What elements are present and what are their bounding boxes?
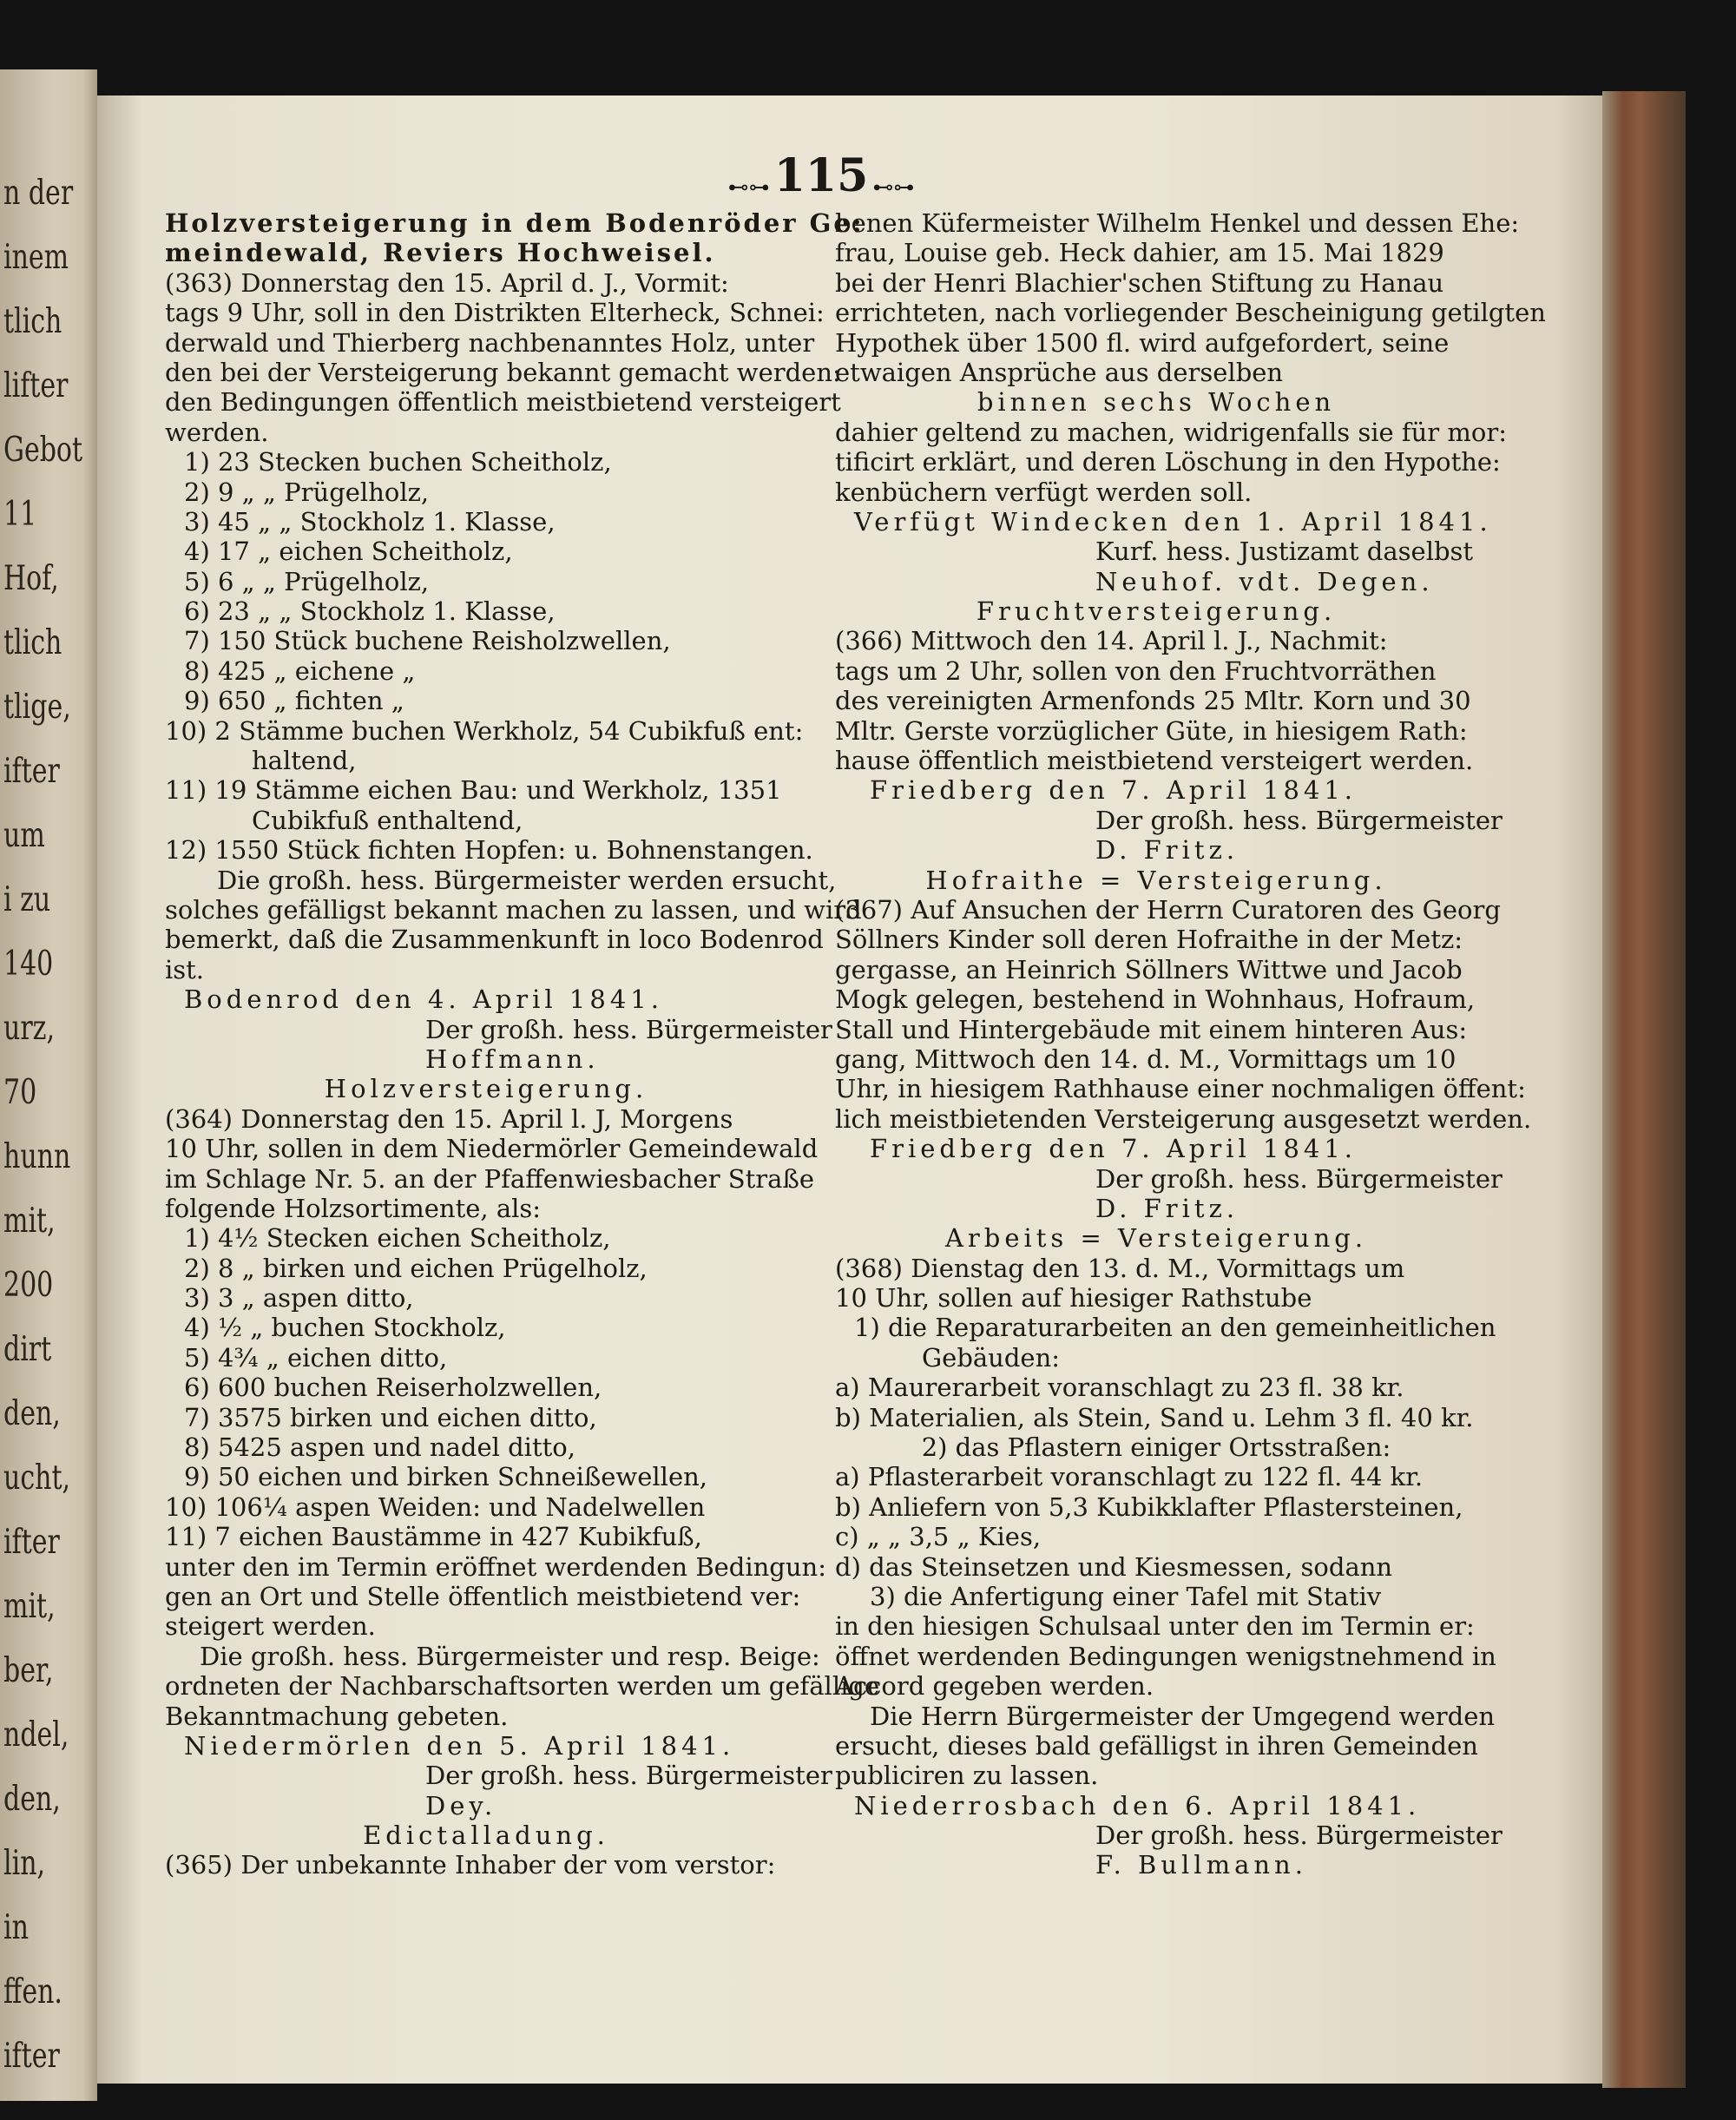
left_column-line: 8) 5425 aspen und nadel ditto, — [184, 1432, 575, 1463]
left_column-line: (363) Donnerstag den 15. April d. J., Vormit: — [165, 267, 729, 298]
left_column-line: 7) 150 Stück buchene Reisholzwellen, — [184, 626, 671, 656]
right-column — [835, 208, 1546, 1880]
left_column-line: 11) 19 Stämme eichen Bau: und Werkholz, 1351 — [165, 775, 782, 806]
facing-page-edge — [0, 69, 97, 2101]
right_column-line: 10 Uhr, sollen auf hiesiger Rathstube — [835, 1283, 1312, 1313]
facing-page-fragment: 140 — [3, 945, 54, 984]
right_column-line: Neuhof. vdt. Degen. — [1095, 566, 1434, 596]
facing-page-fragment: den, — [3, 1780, 61, 1820]
right_column-line: Der großh. hess. Bürgermeister — [1095, 805, 1503, 835]
left_column-line: 5) 6 „ „ Prügelholz, — [184, 566, 430, 596]
right_column-line: binnen sechs Wochen — [976, 387, 1336, 418]
facing-page-fragment: ifter — [3, 1523, 60, 1563]
left_column-line: Bodenrod den 4. April 1841. — [184, 984, 663, 1015]
left_column-line: 6) 23 „ „ Stockholz 1. Klasse, — [184, 596, 556, 627]
right_column-line: tificirt erklärt, und deren Löschung in den Hypothe: — [835, 447, 1501, 477]
right_column-line: (366) Mittwoch den 14. April l. J., Nachmit: — [835, 626, 1388, 656]
facing-page-fragment: i zu — [3, 880, 51, 920]
left_column-line: Der großh. hess. Bürgermeister — [425, 1761, 832, 1791]
right_column-line: b) Materialien, als Stein, Sand u. Lehm 3 fl. 40 kr. — [835, 1402, 1474, 1432]
right_column-line: D. Fritz. — [1095, 835, 1240, 866]
right_column-line: Niederrosbach den 6. April 1841. — [854, 1790, 1421, 1820]
right_column-line: lich meistbietenden Versteigerung ausgesetzt werden. — [835, 1103, 1532, 1134]
left_column-line: 10) 2 Stämme buchen Werkholz, 54 Cubikfuß ent: — [165, 715, 804, 746]
left_column-line: 2) 8 „ birken und eichen Prügelholz, — [184, 1253, 648, 1283]
facing-page-fragment: tlige, — [3, 688, 71, 728]
left_column-line: 9) 650 „ fichten „ — [184, 686, 404, 716]
left_column-line: 10) 106¼ aspen Weiden: und Nadelwellen — [165, 1491, 706, 1522]
right_column-line: Kurf. hess. Justizamt daselbst — [1095, 537, 1474, 567]
right_column-line: b) Anliefern von 5,3 Kubikklafter Pflastersteinen, — [835, 1491, 1463, 1522]
facing-page-fragment: mit, — [3, 1202, 56, 1241]
facing-page-fragment: ifter — [3, 752, 60, 792]
left_column-line: 9) 50 eichen und birken Schneißewellen, — [184, 1462, 708, 1492]
right_column-line: 1) die Reparaturarbeiten an den gemeinheitlichen — [854, 1313, 1496, 1343]
right_column-line: Stall und Hintergebäude mit einem hinteren Aus: — [835, 1014, 1468, 1044]
right_column-line: benen Küfermeister Wilhelm Henkel und dessen Ehe: — [835, 208, 1520, 238]
right_column-line: (368) Dienstag den 13. d. M., Vormittags um — [835, 1253, 1405, 1283]
left_column-line: Niedermörlen den 5. April 1841. — [184, 1730, 735, 1761]
left_column-line: 6) 600 buchen Reiserholzwellen, — [184, 1373, 602, 1403]
right_column-line: gang, Mittwoch den 14. d. M., Vormittags um 10 — [835, 1044, 1457, 1074]
left_column-line: 11) 7 eichen Baustämme in 427 Kubikfuß, — [165, 1522, 702, 1552]
right_column-line: öffnet werdenden Bedingungen wenigstnehmend in — [835, 1641, 1496, 1671]
right_column-line: hause öffentlich meistbietend versteigert werden. — [835, 746, 1474, 776]
facing-page-fragment: ber, — [3, 1651, 54, 1691]
left_column-line: ist. — [165, 954, 205, 984]
right_column-line: 3) die Anfertigung einer Tafel mit Stativ — [870, 1581, 1382, 1611]
right_column-line: Mltr. Gerste vorzüglicher Güte, in hiesigem Rath: — [835, 715, 1468, 746]
facing-page-fragment: 70 — [3, 1073, 37, 1113]
left_column-line: 8) 425 „ eichene „ — [184, 655, 416, 686]
left_column-line: 2) 9 „ „ Prügelholz, — [184, 477, 430, 507]
right_column-line: Friedberg den 7. April 1841. — [870, 775, 1358, 806]
left_column-line: meindewald, Reviers Hochweisel. — [165, 238, 716, 268]
left_column-line: Der großh. hess. Bürgermeister — [425, 1014, 832, 1044]
right_column-line: Mogk gelegen, bestehend in Wohnhaus, Hofraum, — [835, 984, 1476, 1015]
right_column-line: F. Bullmann. — [1095, 1850, 1307, 1880]
right_column-line: Arbeits = Versteigerung. — [944, 1223, 1368, 1254]
right_column-line: ersucht, dieses bald gefälligst in ihren Gemeinden — [835, 1730, 1478, 1761]
left-column — [165, 208, 880, 1880]
facing-page-fragment: mit, — [3, 1587, 56, 1627]
left_column-line: 1) 4½ Stecken eichen Scheitholz, — [184, 1223, 611, 1254]
facing-page-fragment: 200 — [3, 1266, 54, 1306]
right_column-line: D. Fritz. — [1095, 1193, 1240, 1223]
right_column-line: bei der Henri Blachier'schen Stiftung zu Hanau — [835, 267, 1444, 298]
left_column-line: 1) 23 Stecken buchen Scheitholz, — [184, 447, 612, 477]
right_column-line: Friedberg den 7. April 1841. — [870, 1134, 1358, 1164]
book-edge — [1602, 91, 1686, 2088]
right_column-line: frau, Louise geb. Heck dahier, am 15. Mai 1829 — [835, 238, 1444, 268]
left_column-line: Edictalladung. — [363, 1820, 609, 1851]
page-number: 115 — [773, 149, 869, 202]
facing-page-fragment: lin, — [3, 1844, 46, 1884]
facing-page-fragment: ucht, — [3, 1458, 71, 1498]
right_column-line: publiciren zu lassen. — [835, 1761, 1099, 1791]
right_column-line: Fruchtversteigerung. — [976, 596, 1337, 627]
right_column-line: Die Herrn Bürgermeister der Umgegend werden — [870, 1701, 1496, 1731]
right_column-line: etwaigen Ansprüche aus derselben — [835, 357, 1284, 387]
left_column-line: den Bedingungen öffentlich meistbietend versteigert — [165, 387, 841, 418]
left_column-line: Cubikfuß enthaltend, — [252, 805, 523, 835]
left_column-line: 4) ½ „ buchen Stockholz, — [184, 1313, 506, 1343]
right_column-line: in den hiesigen Schulsaal unter den im Termin er: — [835, 1611, 1475, 1642]
left_column-line: solches gefälligst bekannt machen zu lassen, und wird — [165, 894, 862, 925]
facing-page-fragment: um — [3, 816, 45, 856]
right_column-line: des vereinigten Armenfonds 25 Mltr. Korn und 30 — [835, 686, 1471, 716]
right_column-line: 2) das Pflastern einiger Ortsstraßen: — [921, 1432, 1391, 1463]
left_column-line: werden. — [165, 417, 269, 447]
facing-page-fragment: ifter — [3, 2037, 60, 2077]
facing-page-fragment: ffen. — [3, 1972, 62, 2012]
right_column-line: a) Maurerarbeit voranschlagt zu 23 fl. 38 kr. — [835, 1373, 1404, 1403]
right_column-line: Uhr, in hiesigem Rathhause einer nochmaligen öffent: — [835, 1074, 1526, 1104]
facing-page-fragment: Gebot — [3, 431, 83, 471]
left_column-line: gen an Ort und Stelle öffentlich meistbietend ver: — [165, 1581, 801, 1611]
left_column-line: den bei der Versteigerung bekannt gemacht werden: — [165, 357, 841, 387]
left_column-line: (364) Donnerstag den 15. April l. J, Morgens — [165, 1103, 733, 1134]
left_column-line: Bekanntmachung gebeten. — [165, 1701, 509, 1731]
facing-page-fragment: lifter — [3, 366, 69, 406]
left_column-line: 3) 3 „ aspen ditto, — [184, 1283, 414, 1313]
left_column-line: 7) 3575 birken und eichen ditto, — [184, 1402, 597, 1432]
left_column-line: Die großh. hess. Bürgermeister und resp. Beige: — [200, 1641, 820, 1671]
facing-page-fragment: urz, — [3, 1009, 56, 1049]
facing-page-fragment: tlich — [3, 623, 62, 663]
right_column-line: Söllners Kinder soll deren Hofraithe in der Metz: — [835, 925, 1463, 955]
ornament-right-icon: ⊷⊶ — [872, 174, 915, 200]
left_column-line: tags 9 Uhr, soll in den Distrikten Elterheck, Schnei: — [165, 298, 825, 328]
left_column-line: unter den im Termin eröffnet werdenden Bedingun: — [165, 1551, 827, 1582]
right_column-line: Verfügt Windecken den 1. April 1841. — [854, 506, 1492, 537]
right_column-line: dahier geltend zu machen, widrigenfalls sie für mor: — [835, 417, 1507, 447]
left_column-line: 10 Uhr, sollen in dem Niedermörler Gemeindewald — [165, 1134, 819, 1164]
left_column-line: 4) 17 „ eichen Scheitholz, — [184, 537, 513, 567]
right_column-line: (367) Auf Ansuchen der Herrn Curatoren des Georg — [835, 894, 1501, 925]
facing-page-fragment: hunn — [3, 1137, 71, 1177]
left_column-line: Holzversteigerung in dem Bodenröder Ge: — [165, 208, 865, 238]
facing-page-fragment: 11 — [3, 495, 37, 535]
left_column-line: 12) 1550 Stück fichten Hopfen: u. Bohnenstangen. — [165, 835, 813, 866]
facing-page-fragment: in — [3, 1908, 29, 1948]
left_column-line: im Schlage Nr. 5. an der Pfaffenwiesbacher Straße — [165, 1163, 814, 1194]
right_column-line: Accord gegeben werden. — [835, 1671, 1154, 1702]
left_column-line: ordneten der Nachbarschaftsorten werden um gefällige — [165, 1671, 880, 1702]
right_column-line: gergasse, an Heinrich Söllners Wittwe und Jacob — [835, 954, 1463, 984]
right_column-line: Hypothek über 1500 fl. wird aufgefordert, seine — [835, 327, 1450, 358]
ornament-left-icon: ⊷⊶ — [727, 174, 770, 200]
page-header — [717, 149, 925, 202]
right_column-line: Der großh. hess. Bürgermeister — [1095, 1163, 1503, 1194]
facing-page-fragment: tlich — [3, 302, 62, 342]
right_column-line: tags um 2 Uhr, sollen von den Fruchtvorräthen — [835, 655, 1437, 686]
right_column-line: c) „ „ 3,5 „ Kies, — [835, 1522, 1042, 1552]
left_column-line: (365) Der unbekannte Inhaber der vom verstor: — [165, 1850, 776, 1880]
left_column-line: folgende Holzsortimente, als: — [165, 1193, 542, 1223]
left_column-line: Hoffmann. — [425, 1044, 600, 1074]
left_column-line: steigert werden. — [165, 1611, 376, 1642]
left_column-line: derwald und Thierberg nachbenanntes Holz, unter — [165, 327, 815, 358]
facing-page-fragment: ndel, — [3, 1715, 69, 1755]
right_column-line: d) das Steinsetzen und Kiesmessen, sodann — [835, 1551, 1393, 1582]
right_column-line: a) Pflasterarbeit voranschlagt zu 122 fl. 44 kr. — [835, 1462, 1424, 1492]
right_column-line: Hofraithe = Versteigerung. — [925, 865, 1387, 895]
left_column-line: Holzversteigerung. — [324, 1074, 648, 1104]
left_column-line: 3) 45 „ „ Stockholz 1. Klasse, — [184, 506, 556, 537]
left_column-line: Die großh. hess. Bürgermeister werden ersucht, — [217, 865, 837, 895]
left_column-line: haltend, — [252, 746, 357, 776]
left_column-line: Dey. — [425, 1790, 497, 1820]
facing-page-fragment: inem — [3, 238, 69, 278]
facing-page-fragment: Hof, — [3, 559, 59, 599]
right_column-line: Gebäuden: — [922, 1342, 1061, 1373]
facing-page-fragment: dirt — [3, 1330, 52, 1370]
facing-page-fragment: den, — [3, 1394, 61, 1434]
right_column-line: errichteten, nach vorliegender Bescheinigung getilgten — [835, 298, 1546, 328]
right_column-line: Der großh. hess. Bürgermeister — [1095, 1820, 1503, 1851]
left_column-line: bemerkt, daß die Zusammenkunft in loco Bodenrod — [165, 925, 824, 955]
left_column-line: 5) 4¾ „ eichen ditto, — [184, 1342, 448, 1373]
facing-page-fragment: n der — [3, 174, 74, 214]
right_column-line: kenbüchern verfügt werden soll. — [835, 477, 1253, 507]
